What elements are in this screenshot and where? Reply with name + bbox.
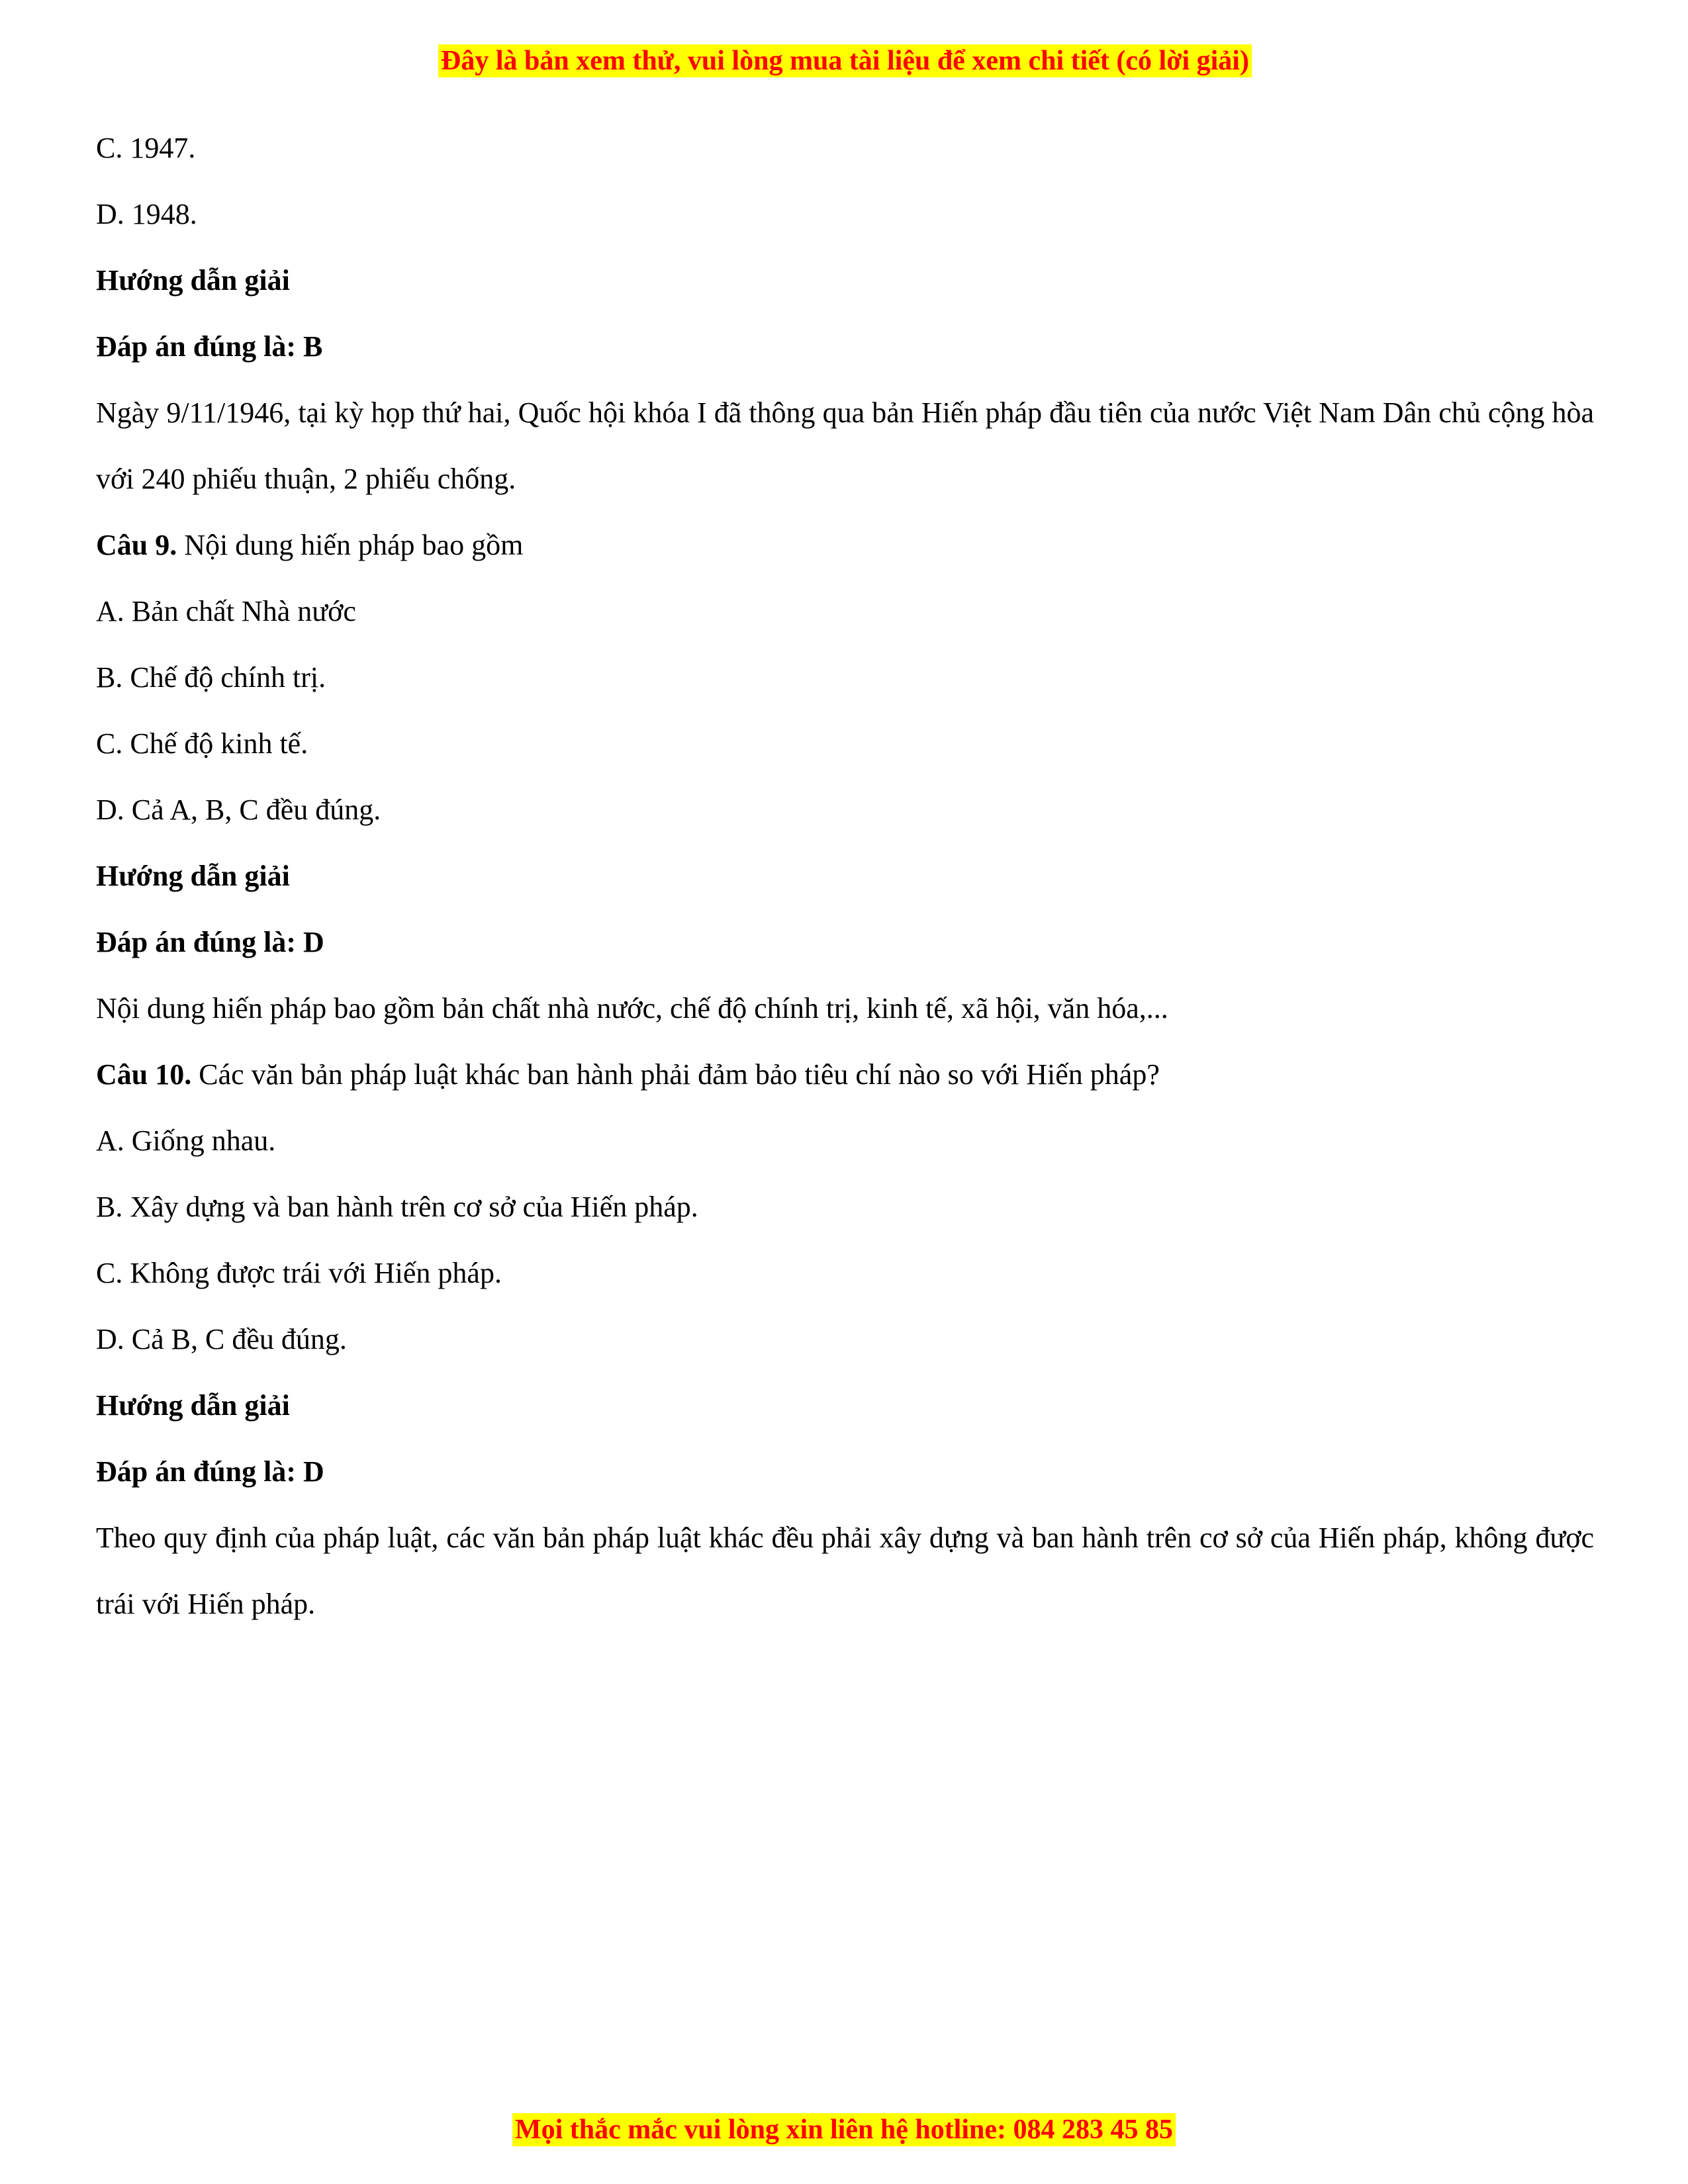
hotline-footer-banner <box>0 2110 1688 2150</box>
answer-option-line: B. Chế độ chính trị. <box>96 661 326 694</box>
preview-notice-banner <box>96 41 1594 81</box>
answer-option-line: D. Cả A, B, C đều đúng. <box>96 794 381 826</box>
explanation-paragraph: Theo quy định của pháp luật, các văn bản pháp luật khác đều phải xây dựng và ban hành trên cơ sở của Hiến pháp, không được trái với Hiến pháp. <box>96 1522 1594 1620</box>
document-content <box>96 115 1594 1637</box>
answer-option-line: B. Xây dựng và ban hành trên cơ sở của Hiến pháp. <box>96 1191 698 1223</box>
answer-key-line: Đáp án đúng là: D <box>96 1455 324 1488</box>
explanation-paragraph: Ngày 9/11/1946, tại kỳ họp thứ hai, Quốc hội khóa I đã thông qua bản Hiến pháp đầu tiên của nước Việt Nam Dân chủ cộng hòa với 240 phiếu thuận, 2 phiếu chống. <box>96 396 1594 495</box>
answer-key-line: Đáp án đúng là: D <box>96 926 324 958</box>
answer-key-line: Đáp án đúng là: B <box>96 330 323 363</box>
hotline-footer-text: Mọi thắc mắc vui lòng xin liên hệ hotline: 084 283 45 85 <box>512 2113 1176 2146</box>
preview-notice-text: Đây là bản xem thử, vui lòng mua tài liệu để xem chi tiết (có lời giải) <box>438 44 1252 77</box>
answer-option-line: D. Cả B, C đều đúng. <box>96 1323 347 1355</box>
solution-heading: Hướng dẫn giải <box>96 860 290 892</box>
answer-option-line: C. 1947. <box>96 132 196 164</box>
question-line: Câu 10. Các văn bản pháp luật khác ban hành phải đảm bảo tiêu chí nào so với Hiến pháp? <box>96 1058 1160 1091</box>
answer-option-line: A. Bản chất Nhà nước <box>96 595 356 627</box>
answer-option-line: D. 1948. <box>96 198 197 230</box>
answer-option-line: C. Không được trái với Hiến pháp. <box>96 1257 502 1289</box>
solution-heading: Hướng dẫn giải <box>96 264 290 296</box>
question-line: Câu 9. Nội dung hiến pháp bao gồm <box>96 529 524 561</box>
answer-option-line: C. Chế độ kinh tế. <box>96 727 308 760</box>
explanation-paragraph: Nội dung hiến pháp bao gồm bản chất nhà nước, chế độ chính trị, kinh tế, xã hội, văn hóa,... <box>96 992 1168 1024</box>
solution-heading: Hướng dẫn giải <box>96 1389 290 1422</box>
answer-option-line: A. Giống nhau. <box>96 1124 276 1157</box>
